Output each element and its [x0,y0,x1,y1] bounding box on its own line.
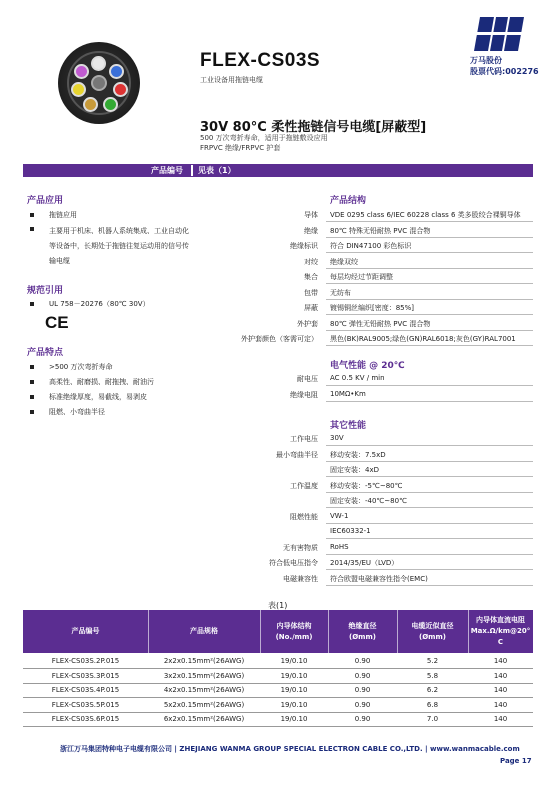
feature-item: 标准绝缘厚度，易截线，易剥皮 [49,393,147,401]
bar-divider [191,165,193,176]
cable-core-violet [74,64,89,79]
spec-row-divider [326,401,533,402]
spec-row-divider [326,538,533,539]
spec-row-divider [326,283,533,284]
spec-row-divider [326,330,533,331]
spec-value: 移动安装：-5℃~80℃ [330,481,403,490]
table-header-cell [260,610,328,653]
table-cell: 6x2x0.15mm²(26AWG) [163,715,245,723]
section-electrical-title: 电气性能 @ 20℃ [330,361,405,371]
table-header-divider [260,610,261,653]
spec-label: 绝缘标识 [290,242,318,250]
cable-core-brown [83,97,98,112]
feature-item: 高柔性、耐磨损、耐拖拽、耐油污 [49,378,154,386]
table-cell: 5.2 [426,657,439,665]
spec-row-divider [326,476,533,477]
spec-value: 无纺布 [330,288,351,297]
table-cell: 2x2x0.15mm²(26AWG) [163,657,245,665]
table-header-text: (Ømm) [349,632,376,641]
spec-label: 绝缘电阻 [290,390,318,399]
spec-row-divider [326,492,533,493]
spec-label: 工作温度 [290,481,318,490]
application-item: 拖链应用 [49,211,77,219]
spec-value: 80℃ 特殊无铅耐热 PVC 混合物 [330,226,431,235]
table-header-divider [468,610,469,653]
table-header-cell [328,610,397,653]
table-cell: 0.90 [354,671,371,680]
standard-item: UL 758－20276（80℃ 30V） [49,300,150,308]
spec-value: RoHS [330,542,349,551]
table-cell: 4x2x0.15mm²(26AWG) [163,686,245,694]
product-title: FLEX-CS03S [200,50,321,71]
spec-row-divider [326,268,533,269]
table-cell: 140 [493,657,508,665]
spec-row-divider [326,345,533,346]
spec-row-divider [326,314,533,315]
spec-label: 屏蔽 [304,304,318,312]
table-row-divider [23,697,533,698]
spec-label: 绝缘 [304,226,318,235]
table-cell: 140 [493,671,508,680]
spec-value: 符合 DIN47100 彩色标识 [330,242,412,250]
table-header-cell [23,610,148,653]
table-cell: 0.90 [354,657,371,665]
description-line-1: 500 万次弯折寿命，适用于拖链敷设应用 [200,134,328,142]
stock-code: 股票代码:002276 [470,67,539,76]
spec-value: 固定安装：4xD [330,466,379,474]
table-cell: 19/0.10 [280,715,308,723]
page-number: Page 17 [500,757,532,765]
spec-value: 符合欧盟电磁兼容性指令(EMC) [330,574,428,583]
section-structure-title: 产品结构 [330,196,367,206]
table-cell: 5.8 [426,671,439,680]
table-cell: 0.90 [354,686,371,694]
table-row-divider [23,726,533,727]
spec-label: 工作电压 [290,435,318,443]
table-header-divider [397,610,398,653]
spec-row-divider [326,523,533,524]
spec-value: 移动安装：7.5xD [330,450,386,459]
spec-value: VW-1 [330,511,349,520]
spec-row-divider [326,299,533,300]
table-header-cell [397,610,468,653]
spec-label: 电磁兼容性 [283,574,318,583]
table-header-text: 产品规格 [190,627,218,635]
spec-value: VDE 0295 class 6/IEC 60228 class 6 类多股绞合裸铜导体 [330,211,521,219]
spec-value: 绝缘双绞 [330,257,358,266]
spec-value: AC 0.5 KV / min [330,374,385,382]
spec-row-divider [326,237,533,238]
section-application-title: 产品应用 [27,196,64,206]
table-cell: 3x2x0.15mm²(26AWG) [163,671,245,680]
product-number-label: 产品编号 [151,166,183,175]
table-caption: 表(1) [268,601,288,610]
cable-core-white [91,56,106,71]
spec-value: 30V [330,434,344,442]
spec-row-divider [326,507,533,508]
spec-row-divider [326,585,533,586]
spec-row-divider [326,252,533,253]
spec-value: 80℃ 弹性无铅耐热 PVC 混合物 [330,319,431,328]
spec-row-divider [326,445,533,446]
spec-value: 固定安装：-40℃~80℃ [330,497,407,505]
table-header-text: 内导体结构 [276,621,312,630]
spec-label: 最小弯曲半径 [276,450,318,459]
spec-row-divider [326,461,533,462]
company-logo [474,17,524,51]
company-name: 万马股份 [470,56,502,65]
footer-company-text: 浙江万马集团特种电子电缆有限公司 | ZHEJIANG WANMA GROUP SPECIAL ELECTRON CABLE CO.,LTD. | www.wanmacable.com [60,745,520,753]
spec-label: 外护套颜色（客需可定） [241,335,318,343]
spec-label: 外护套 [297,319,318,328]
table-header-text: 绝缘直径 [348,621,377,630]
spec-label: 导体 [304,211,318,219]
table-header-text: 电缆近似直径 [411,621,454,630]
table-header-text: Max.Ω/km@20° [470,627,531,635]
spec-label: 包带 [304,288,318,297]
section-features-title: 产品特点 [27,348,64,358]
table-cell: 19/0.10 [280,657,308,665]
description-line-2: FRPVC 绝缘/FRPVC 护套 [200,144,281,152]
spec-row-divider [326,221,533,222]
table-header-text: (No./mm) [275,632,313,641]
table-header-cell [148,610,260,653]
table-cell: 19/0.10 [280,686,308,694]
table-cell: 19/0.10 [280,700,308,709]
cable-center-filler [91,75,107,91]
ce-mark: CE [45,313,69,332]
table-header-divider [328,610,329,653]
feature-item: >500 万次弯折寿命 [49,363,113,371]
product-number-value: 见表（1） [198,166,236,175]
spec-label: 对绞 [304,257,318,266]
table-cell: 6.8 [426,700,439,709]
product-subtitle: 工业设备用拖链电缆 [200,76,263,84]
table-cell: 6.2 [426,686,439,694]
spec-label: 无有害物质 [283,543,318,552]
spec-label: 耐电压 [297,375,318,383]
spec-value: IEC60332-1 [330,527,371,535]
cable-cross-section-image [58,42,140,124]
cable-core-blue [109,64,124,79]
table-cell: FLEX-CS03S.5P.015 [51,700,120,709]
cable-core-yellow [71,82,86,97]
spec-row-divider [326,554,533,555]
table-header-divider [148,610,149,653]
table-header-text: (Ømm) [419,632,446,641]
table-row-divider [23,712,533,713]
table-cell: 140 [493,700,508,709]
spec-value: 镀锡铜丝编织[密度：85%] [330,304,415,312]
spec-value: 黑色(BK)RAL9005;绿色(GN)RAL6018;灰色(GY)RAL7001 [330,335,516,343]
table-cell: FLEX-CS03S.4P.015 [51,686,120,694]
section-other-title: 其它性能 [330,421,367,431]
spec-label: 阻燃性能 [290,512,318,521]
table-cell: 0.90 [354,700,371,709]
application-item: 主要用于机床、机器人系统集成、工业自动化等设备中，长期处于拖链往复运动用的信号传输电缆 [49,224,189,269]
spec-label: 集合 [304,273,318,281]
main-heading: 30V 80°C 柔性拖链信号电缆[屏蔽型] [200,120,427,135]
spec-value: 10MΩ•Km [330,389,366,398]
table-cell: 19/0.10 [280,671,308,680]
table-cell: 140 [493,715,508,723]
spec-row-divider [326,385,533,386]
table-cell: 140 [493,686,508,694]
table-row-divider [23,683,533,684]
table-cell: FLEX-CS03S.3P.015 [51,671,120,680]
section-standard-title: 规范引用 [27,286,64,296]
table-cell: FLEX-CS03S.6P.015 [51,715,120,723]
spec-value: 每层均经过节距调整 [330,273,393,281]
table-header-text: C [497,638,504,646]
table-cell: FLEX-CS03S.2P.015 [51,657,120,665]
table-header-text: 产品编号 [71,627,100,635]
table-cell: 0.90 [354,715,371,723]
spec-row-divider [326,569,533,570]
table-row-divider [23,668,533,669]
feature-item: 阻燃、小弯曲半径 [49,408,105,416]
cable-core-red [113,82,128,97]
table-header-text: 内导体直流电阻 [476,616,525,624]
spec-label: 符合低电压指令 [269,559,318,567]
spec-value: 2014/35/EU（LVD） [330,559,399,567]
table-cell: 7.0 [426,715,439,723]
table-cell: 5x2x0.15mm²(26AWG) [163,700,245,709]
table-header-cell [468,610,533,653]
cable-core-green [103,97,118,112]
